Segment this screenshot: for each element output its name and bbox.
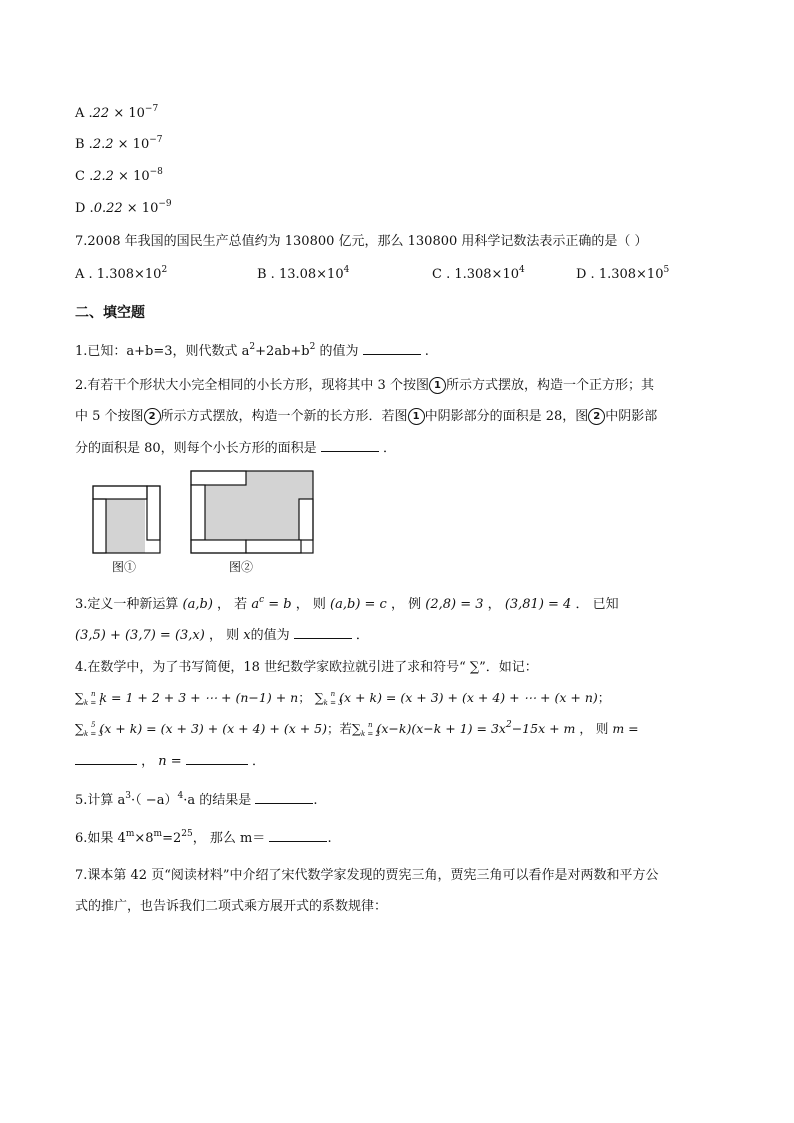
fill-3-math: (3,5) + (3,7) = (3,x): [75, 628, 205, 643]
fill-3-text: ，: [487, 597, 501, 612]
fill-2-text: 中 5 个按图: [75, 409, 144, 424]
fill-4-text: ，: [141, 754, 155, 769]
figure-1-shaded-region: [106, 499, 145, 553]
q7-option-a: [75, 265, 167, 282]
fill-3-exp: c: [259, 595, 265, 605]
times-ten: × 10: [113, 106, 145, 121]
option-c-exp: −8: [149, 167, 163, 177]
times-ten: × 10: [126, 201, 159, 216]
fill-3-math: (a,b): [182, 597, 213, 612]
fill-3-math: (3,81) = 4: [504, 597, 572, 612]
fill-3-line-2: [75, 624, 369, 643]
fill-2-text: 中阴影部: [605, 409, 658, 424]
option-d-label: D .: [75, 201, 94, 216]
option-c-coef: 2.2: [93, 169, 114, 184]
section-heading: 二、填空题: [75, 305, 145, 321]
sum-lower-limit: k = 2: [360, 730, 380, 738]
answer-blank[interactable]: [294, 626, 352, 639]
figure-ref-circle: 2: [588, 408, 605, 425]
fill-3-text: ， 则: [295, 597, 326, 612]
option-a-label: A .: [75, 106, 93, 121]
q7-option-b-text: B . 13.08×10: [257, 267, 344, 282]
sum-upper-limit: n: [330, 690, 336, 698]
fill-3-text: ， 则: [208, 628, 240, 643]
fill-2-text: 2.有若干个形状大小完全相同的小长方形，现将其中 3 个按图: [75, 378, 429, 393]
fill-3-text: ， 若: [217, 597, 248, 612]
q7-option-b-exp: 4: [343, 265, 350, 275]
option-b: [75, 135, 163, 152]
fill-7-line-1: 7.课本第 42 页“阅读材料”中介绍了宋代数学家发现的贾宪三角，贾宪三角可以看作是对两数和平方公: [75, 868, 659, 883]
option-a-exp: −7: [144, 104, 159, 114]
q7-option-b: [257, 265, 349, 282]
figure-2-rect-right: [299, 499, 313, 540]
fill-3-math: = b: [264, 597, 292, 612]
figure-ref-circle: 1: [408, 408, 425, 425]
fill-1: [75, 340, 429, 359]
sum-upper-limit: n: [367, 721, 373, 729]
fill-2-text: 所示方式摆放，构造一个正方形；其: [445, 378, 654, 393]
fill-3-math: (2,8) = 3: [425, 597, 484, 612]
fill-1-exp: 2: [249, 342, 256, 352]
fill-4-math: −15x + m: [511, 721, 576, 736]
fill-7-line-2: 式的推广，也告诉我们二项式乘方展开式的系数规律：: [75, 899, 388, 914]
fill-2-line-2: [75, 405, 657, 425]
option-a: [75, 104, 158, 121]
sum-upper-limit: 5: [90, 721, 96, 729]
fill-6-end: .: [327, 831, 332, 846]
fill-5-end: .: [313, 793, 318, 808]
fill-5-text: ·（ −a）: [131, 793, 178, 808]
q7-option-a-text: A . 1.308×10: [75, 267, 162, 282]
fill-1-text: +2ab+b: [255, 344, 310, 359]
figure-2-caption: 图②: [229, 560, 254, 574]
option-b-coef: 2.2: [92, 137, 114, 152]
figure-2-rect-top: [191, 471, 246, 485]
fill-4-text: ；: [298, 690, 311, 705]
fill-6-text: =2: [162, 831, 182, 846]
q7-option-a-exp: 2: [161, 265, 168, 275]
option-b-exp: −7: [149, 135, 163, 145]
fill-4-text: ；: [597, 690, 611, 705]
fill-6-text: 6.如果 4: [75, 831, 126, 846]
fill-4-text: ， 则: [579, 721, 609, 736]
sum-symbol: ∑: [314, 690, 324, 705]
option-d: [75, 199, 172, 216]
fill-4-text: ；若: [327, 721, 353, 736]
fill-2-line-1: [75, 374, 654, 394]
fill-5-text: ·a 的结果是: [183, 793, 252, 808]
fill-4-math: k = 1 + 2 + 3 + ⋯ + (n−1) + n: [99, 690, 299, 705]
fill-4-end: ．: [251, 754, 265, 769]
fill-6-text: ×8: [134, 831, 154, 846]
fill-1-exp: 2: [309, 342, 316, 352]
fill-4-math: (x−k)(x−k + 1) = 3x: [376, 721, 506, 736]
option-c: [75, 167, 163, 184]
times-ten: × 10: [117, 137, 150, 152]
fill-4-math: n =: [158, 754, 182, 769]
answer-blank-n[interactable]: [186, 752, 248, 765]
figure-1: [92, 485, 162, 555]
answer-blank[interactable]: [269, 829, 327, 842]
fill-6-exp: m: [153, 829, 163, 839]
figure-1-rect-left: [93, 499, 106, 553]
figure-2-rect-bottom-right: [246, 540, 301, 553]
fill-1-text: 1.已知：a+b=3，则代数式 a: [75, 344, 250, 359]
figure-ref-circle: 2: [144, 408, 161, 425]
q7-option-c-text: C . 1.308×10: [432, 267, 519, 282]
sum-symbol: ∑: [75, 721, 84, 736]
fill-2-text: 所示方式摆放，构造一个新的长方形．若图: [160, 409, 408, 424]
fill-4-exp: 2: [505, 720, 512, 730]
fill-4-line-3: [75, 719, 639, 738]
figure-1-rect-top: [93, 486, 147, 499]
option-d-exp: −9: [158, 199, 172, 209]
fill-3-text: 3.定义一种新运算: [75, 597, 179, 612]
figure-1-caption: 图①: [112, 560, 137, 574]
fill-1-text: 的值为: [319, 344, 359, 359]
fill-5-exp: 4: [177, 791, 184, 801]
fill-3-math: x: [243, 628, 251, 643]
sum-lower-limit: k = 3: [83, 730, 103, 738]
fill-4-line-4: [75, 750, 265, 769]
figure-1-rect-right: [147, 486, 160, 540]
fill-2-end: ．: [382, 441, 396, 456]
fill-2-text: 中阴影部分的面积是 28，图: [424, 409, 589, 424]
option-a-coef: 22: [92, 106, 110, 121]
fill-6-text: ， 那么 m＝: [192, 831, 266, 846]
fill-4-math: (x + k) = (x + 3) + (x + 4) + ⋯ + (x + n): [339, 690, 598, 705]
fill-2-text: 分的面积是 80，则每个小长方形的面积是: [75, 441, 317, 456]
fill-4-line-2: [75, 688, 610, 707]
figure-ref-circle: 1: [429, 377, 446, 394]
fill-3-line-1: [75, 593, 619, 612]
fill-4-math: (x + k) = (x + 3) + (x + 4) + (x + 5): [99, 721, 327, 736]
answer-blank[interactable]: [255, 791, 313, 804]
answer-blank[interactable]: [321, 439, 379, 452]
option-b-label: B .: [75, 137, 93, 152]
fill-5: [75, 789, 317, 808]
sum-lower-limit: k = 1: [83, 699, 103, 707]
figure-2-rect-left: [191, 485, 205, 540]
fill-3-end: ．: [355, 628, 369, 643]
option-c-label: C .: [75, 169, 94, 184]
sum-symbol: ∑: [75, 690, 84, 705]
fill-3-math: (a,b) = c: [330, 597, 387, 612]
sum-lower-limit: k = 3: [323, 699, 343, 707]
fill-3-math: a: [251, 597, 260, 612]
fill-2-line-3: [75, 437, 396, 456]
fill-4-math: m =: [612, 721, 639, 736]
sum-upper-limit: n: [90, 690, 96, 698]
fill-5-text: 5.计算 a: [75, 793, 126, 808]
fill-3-text: ． 已知: [575, 597, 619, 612]
times-ten: × 10: [118, 169, 150, 184]
fill-6: [75, 827, 332, 846]
option-d-coef: 0.22: [93, 201, 123, 216]
fill-6-exp: m: [125, 829, 135, 839]
q7-option-d: [576, 265, 669, 282]
sum-symbol: ∑: [352, 721, 361, 736]
q7-option-d-text: D . 1.308×10: [576, 267, 664, 282]
fill-4-line-1: 4.在数学中，为了书写简便，18 世纪数学家欧拉就引进了求和符号“ ∑”．如记：: [75, 660, 538, 675]
fill-3-text: 的值为: [250, 628, 290, 643]
fill-1-end: .: [424, 344, 429, 359]
q7-option-d-exp: 5: [663, 265, 670, 275]
question-7-stem: 7.2008 年我国的国民生产总值约为 130800 亿元，那么 130800 用科学记数法表示正确的是（ ）: [75, 234, 648, 249]
fill-6-exp: 25: [181, 829, 193, 839]
fill-3-text: ， 例: [390, 597, 422, 612]
q7-option-c: [432, 265, 525, 282]
answer-blank-m[interactable]: [75, 752, 137, 765]
q7-option-c-exp: 4: [519, 265, 525, 275]
figure-2: [190, 470, 315, 555]
fill-5-exp: 3: [125, 791, 132, 801]
figure-2-rect-bottom-left: [191, 540, 246, 553]
answer-blank[interactable]: [363, 342, 421, 355]
